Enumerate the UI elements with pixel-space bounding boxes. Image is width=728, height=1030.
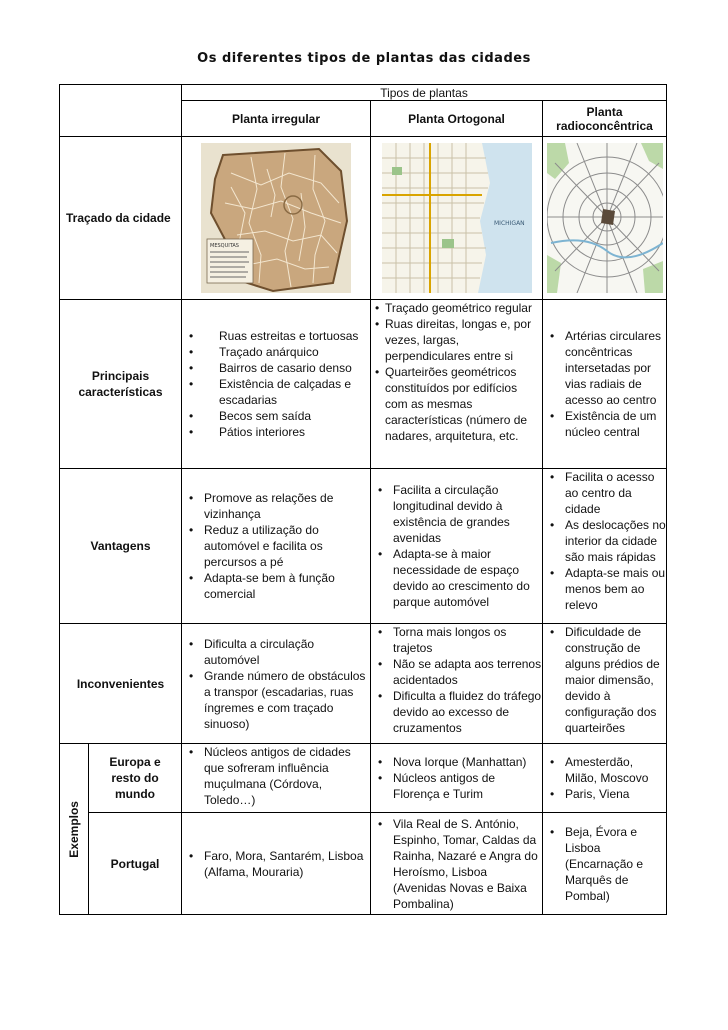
vantagens-radio: [543, 469, 667, 624]
vantagens-ortogonal: [371, 469, 543, 624]
caracteristicas-radio: [543, 300, 667, 469]
map-irregular-cell: [182, 137, 371, 300]
row-europa: [60, 744, 667, 813]
radioconcentric-map-image: [547, 143, 663, 293]
list-item: • Ruas direitas, longas e, por vezes, largas, perpendiculares entre si: [371, 316, 542, 364]
city-plans-table: [59, 84, 667, 915]
list-item: • Não se adapta aos terrenos acidentados: [371, 656, 542, 688]
list-item: • Grande número de obstáculos a transpor (escadarias, ruas íngremes e com traçado sinuoso): [182, 668, 370, 732]
inconvenientes-irregular: [182, 624, 371, 744]
row-label-exemplos-cell: [60, 744, 89, 915]
row-portugal: [60, 813, 667, 915]
row-label-exemplos: Exemplos: [67, 800, 81, 858]
europa-ortogonal: [371, 744, 543, 813]
row-label-inconvenientes: Inconvenientes: [60, 624, 182, 744]
header-group-row: [60, 85, 667, 101]
irregular-map-image: [201, 143, 351, 293]
list-item: • Reduz a utilização do automóvel e facilita os percursos a pé: [182, 522, 370, 570]
portugal-ortogonal: [371, 813, 543, 915]
list-item: • Artérias circulares concêntricas intersetadas por vias radiais de acesso ao centro: [543, 328, 666, 408]
row-label-europa: Europa e resto do mundo: [89, 744, 182, 813]
row-label-tracado: Traçado da cidade: [60, 137, 182, 300]
orthogonal-map-image: [382, 143, 532, 293]
list-item: • Facilita o acesso ao centro da cidade: [543, 469, 666, 517]
header-planta-radioconcentrica: Planta radioconcêntrica: [543, 101, 667, 137]
header-planta-irregular: Planta irregular: [182, 101, 371, 137]
list-item: • Núcleos antigos de cidades que sofreram influência muçulmana (Córdova, Toledo…): [182, 744, 370, 808]
list-item: • Dificuldade de construção de alguns prédios de maior dimensão, devido à configuração dos quarteirões: [543, 624, 666, 736]
list-item: • Amesterdão, Milão, Moscovo: [543, 754, 666, 786]
list-item: • Adapta-se bem à função comercial: [182, 570, 370, 602]
map-ortogonal-cell: [371, 137, 543, 300]
row-vantagens: [60, 469, 667, 624]
page-title: Os diferentes tipos de plantas das cidades: [197, 51, 531, 66]
row-label-vantagens: Vantagens: [60, 469, 182, 624]
header-group: Tipos de plantas: [182, 85, 667, 101]
portugal-irregular: [182, 813, 371, 915]
inconvenientes-radio: [543, 624, 667, 744]
irregular-map-legend-title: MESQUITAS: [210, 243, 239, 249]
list-item: • Vila Real de S. António, Espinho, Tomar, Caldas da Rainha, Nazaré e Angra do Heroísmo, Lisboa (Avenidas Novas e Baixa Pombalina): [371, 816, 542, 912]
list-item: • Becos sem saída: [182, 408, 370, 424]
inconvenientes-ortogonal: [371, 624, 543, 744]
row-inconvenientes: [60, 624, 667, 744]
list-item: • Dificulta a fluidez do tráfego devido ao excesso de cruzamentos: [371, 688, 542, 736]
list-item: • Nova Iorque (Manhattan): [371, 754, 542, 770]
row-label-portugal: Portugal: [89, 813, 182, 915]
caracteristicas-irregular: [182, 300, 371, 469]
list-item: • Facilita a circulação longitudinal devido à existência de grandes avenidas: [371, 482, 542, 546]
europa-radio: [543, 744, 667, 813]
list-item: • Adapta-se à maior necessidade de espaço devido ao crescimento do parque automóvel: [371, 546, 542, 610]
list-item: • Existência de calçadas e escadarias: [182, 376, 370, 408]
list-item: • Paris, Viena: [543, 786, 666, 802]
row-tracado: [60, 137, 667, 300]
list-item: • Núcleos antigos de Florença e Turim: [371, 770, 542, 802]
list-item: • Bairros de casario denso: [182, 360, 370, 376]
list-item: • Quarteirões geométricos constituídos por edifícios com as mesmas características (número de nadares, arquitetura, etc.: [371, 364, 542, 444]
list-item: • Existência de um núcleo central: [543, 408, 666, 440]
list-item: • Ruas estreitas e tortuosas: [182, 328, 370, 344]
header-corner-cell: [60, 85, 182, 137]
list-item: • Pátios interiores: [182, 424, 370, 440]
list-item: • Promove as relações de vizinhança: [182, 490, 370, 522]
header-planta-ortogonal: Planta Ortogonal: [371, 101, 543, 137]
list-item: • Beja, Évora e Lisboa (Encarnação e Marquês de Pombal): [543, 824, 666, 904]
list-item: • Traçado anárquico: [182, 344, 370, 360]
portugal-radio: [543, 813, 667, 915]
map-radio-cell: [543, 137, 667, 300]
europa-irregular: [182, 744, 371, 813]
list-item: • Faro, Mora, Santarém, Lisboa (Alfama, Mouraria): [182, 848, 370, 880]
list-item: • Traçado geométrico regular: [371, 300, 542, 316]
list-item: • Adapta-se mais ou menos bem ao relevo: [543, 565, 666, 613]
orthogonal-map-lake-label: MICHIGAN: [493, 220, 525, 227]
list-item: • As deslocações no interior da cidade são mais rápidas: [543, 517, 666, 565]
list-item: • Dificulta a circulação automóvel: [182, 636, 370, 668]
row-label-caracteristicas: Principais características: [60, 300, 182, 469]
caracteristicas-ortogonal: [371, 300, 543, 469]
list-item: • Torna mais longos os trajetos: [371, 624, 542, 656]
row-caracteristicas: [60, 300, 667, 469]
vantagens-irregular: [182, 469, 371, 624]
